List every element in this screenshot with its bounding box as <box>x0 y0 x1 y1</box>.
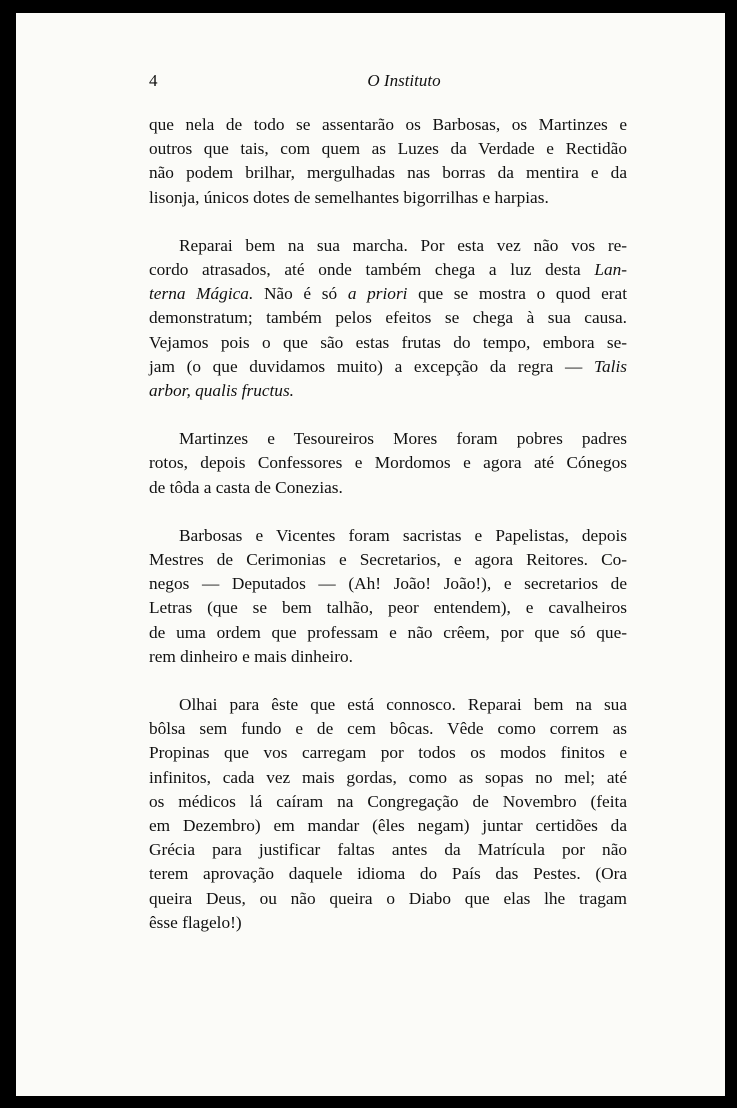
paragraph-1 <box>149 113 627 210</box>
text-line: os médicos lá caíram na Congregação de Novembro (feita <box>149 791 627 811</box>
text-line: Martinzes e Tesoureiros Mores foram pobres padres <box>179 429 627 449</box>
italic-segment: arbor, qualis fructus. <box>149 381 294 401</box>
running-title: O Instituto <box>367 71 441 90</box>
text-line: outros que tais, com quem as Luzes da Verdade e Rectidão <box>149 139 627 159</box>
text-line: Olhai para êste que está connosco. Reparai bem na sua <box>179 695 627 715</box>
italic-segment: a priori <box>347 284 408 304</box>
text-segment: jam (o que duvidamos muito) a excepção da regra — <box>149 356 583 376</box>
paragraph-3 <box>149 427 627 500</box>
text-line: Barbosas e Vicentes foram sacristas e Papelistas, depois <box>179 525 627 545</box>
italic-segment: Lan- <box>594 260 627 280</box>
italic-segment: terna Mágica. <box>149 284 254 304</box>
text-line: de uma ordem que professam e não crêem, por que só que- <box>149 622 627 642</box>
text-line <box>149 258 627 282</box>
text-line: Letras (que se bem talhão, peor entendem), e cavalheiros <box>149 598 627 618</box>
paragraph-2 <box>149 234 627 403</box>
body-text <box>149 113 627 959</box>
text-line: rotos, depois Confessores e Mordomos e agora até Cónegos <box>149 453 627 473</box>
text-segment: Não é só <box>263 284 338 304</box>
text-line <box>149 379 627 403</box>
text-line: negos — Deputados — (Ah! João! João!), e secretarios de <box>149 574 627 594</box>
text-line: lisonja, únicos dotes de semelhantes bigorrilhas e harpias. <box>149 187 549 207</box>
text-line: rem dinheiro e mais dinheiro. <box>149 646 353 666</box>
text-line: Vejamos pois o que são estas frutas do tempo, embora se- <box>149 332 627 352</box>
text-line: que nela de todo se assentarão os Barbosas, os Martinzes e <box>149 115 627 134</box>
text-line: êsse flagelo!) <box>149 912 242 932</box>
italic-segment: Talis <box>594 356 627 376</box>
page-number: 4 <box>149 71 158 90</box>
text-line: Propinas que vos carregam por todos os modos finitos e <box>149 743 627 763</box>
paragraph-5 <box>149 693 627 935</box>
text-line: de tôda a casta de Conezias. <box>149 477 343 497</box>
text-line: demonstratum; também pelos efeitos se chega à sua causa. <box>149 308 627 328</box>
text-line: Mestres de Cerimonias e Secretarios, e agora Reitores. Co- <box>149 550 627 570</box>
document-page <box>16 13 725 1096</box>
text-line: terem aprovação daquele idioma do País das Pestes. (Ora <box>149 864 627 884</box>
text-segment: cordo atrasados, até onde também chega a luz desta <box>149 260 581 280</box>
text-line <box>149 355 627 379</box>
text-line <box>149 282 627 306</box>
text-line: Grécia para justificar faltas antes da Matrícula por não <box>149 840 627 860</box>
text-line: em Dezembro) em mandar (êles negam) juntar certidões da <box>149 816 627 836</box>
text-line: não podem brilhar, mergulhadas nas borras da mentira e da <box>149 163 627 183</box>
text-segment: que se mostra o quod erat <box>418 284 628 304</box>
text-line: Reparai bem na sua marcha. Por esta vez não vos re- <box>179 235 627 255</box>
text-line: queira Deus, ou não queira o Diabo que elas lhe tragam <box>149 888 627 908</box>
paragraph-4 <box>149 524 627 669</box>
text-line: bôlsa sem fundo e de cem bôcas. Vêde como correm as <box>149 719 627 739</box>
text-line: infinitos, cada vez mais gordas, como as sopas no mel; até <box>149 767 627 787</box>
